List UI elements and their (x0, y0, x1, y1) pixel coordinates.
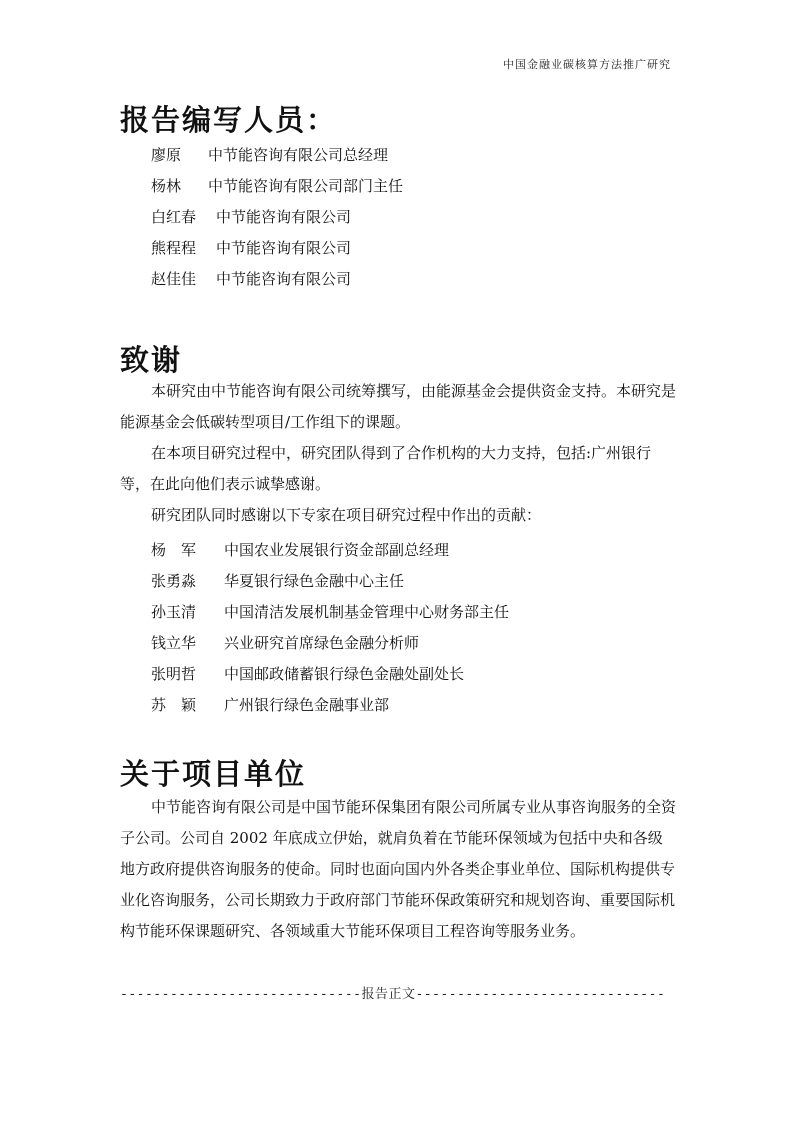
about-heading: 关于项目单位 (120, 757, 307, 791)
author-name: 熊程程 (151, 239, 197, 257)
expert-org: 中国邮政储蓄银行绿色金融处副处长 (224, 665, 465, 683)
thanks-paragraph: 研究团队同时感谢以下专家在项目研究过程中作出的贡献： (151, 506, 542, 524)
author-org: 中节能咨询有限公司总经理 (208, 146, 389, 164)
expert-name: 张明哲 (151, 665, 197, 683)
author-org: 中节能咨询有限公司部门主任 (208, 177, 404, 195)
expert-name: 张勇淼 (151, 572, 197, 590)
running-header: 中国金融业碳核算方法推广研究 (503, 58, 671, 71)
thanks-paragraph: 在本项目研究过程中，研究团队得到了合作机构的大力支持，包括:广州银行等，在此向他们表示诚挚感谢。 (120, 444, 652, 493)
author-name: 白红春 (151, 208, 197, 226)
author-row (151, 206, 351, 227)
expert-row (151, 632, 419, 653)
author-row (151, 144, 388, 165)
author-row (151, 175, 403, 196)
expert-name: 杨 军 (151, 541, 197, 559)
expert-org: 兴业研究首席绿色金融分析师 (224, 634, 420, 652)
author-row (151, 237, 351, 258)
expert-name: 钱立华 (151, 634, 197, 652)
expert-row (151, 601, 509, 622)
thanks-paragraph: 本研究由中节能咨询有限公司统筹撰写，由能源基金会提供资金支持。本研究是能源基金会低碳转型项目/工作组下的课题。 (120, 382, 677, 431)
expert-name: 孙玉清 (151, 603, 197, 621)
expert-row (151, 539, 449, 560)
author-org: 中节能咨询有限公司 (216, 239, 352, 257)
section-divider: -----------------------------报告正文------------------------------ (120, 987, 666, 1002)
author-org: 中节能咨询有限公司 (216, 270, 352, 288)
expert-org: 中国农业发展银行资金部副总经理 (224, 541, 450, 559)
about-paragraph: 中节能咨询有限公司是中国节能环保集团有限公司所属专业从事咨询服务的全资子公司。公司自 2002 年底成立伊始，就肩负着在节能环保领域为包括中央和各级地方政府提供咨询服务的使命。同时也面向国内外各类企事业单位、国际机构提供专业化咨询服务，公司长期致力于政府部门节能环保政策研究和规划咨询、重要国际机构节能环保课题研究、各领域重大节能环保项目工程咨询等服务业务。 (120, 798, 677, 940)
expert-org: 中国清洁发展机制基金管理中心财务部主任 (224, 603, 510, 621)
author-name: 廖原 (151, 146, 182, 164)
expert-org: 广州银行绿色金融事业部 (224, 696, 390, 714)
authors-heading: 报告编写人员： (120, 103, 338, 137)
author-name: 杨林 (151, 177, 182, 195)
expert-row (151, 694, 389, 715)
thanks-heading: 致谢 (120, 343, 183, 377)
expert-org: 华夏银行绿色金融中心主任 (224, 572, 405, 590)
expert-name: 苏 颖 (151, 696, 197, 714)
author-row (151, 268, 351, 289)
about-body (120, 792, 676, 947)
author-org: 中节能咨询有限公司 (216, 208, 352, 226)
expert-row (151, 570, 404, 591)
thanks-paragraphs (120, 376, 676, 531)
author-name: 赵佳佳 (151, 270, 197, 288)
expert-row (151, 663, 464, 684)
